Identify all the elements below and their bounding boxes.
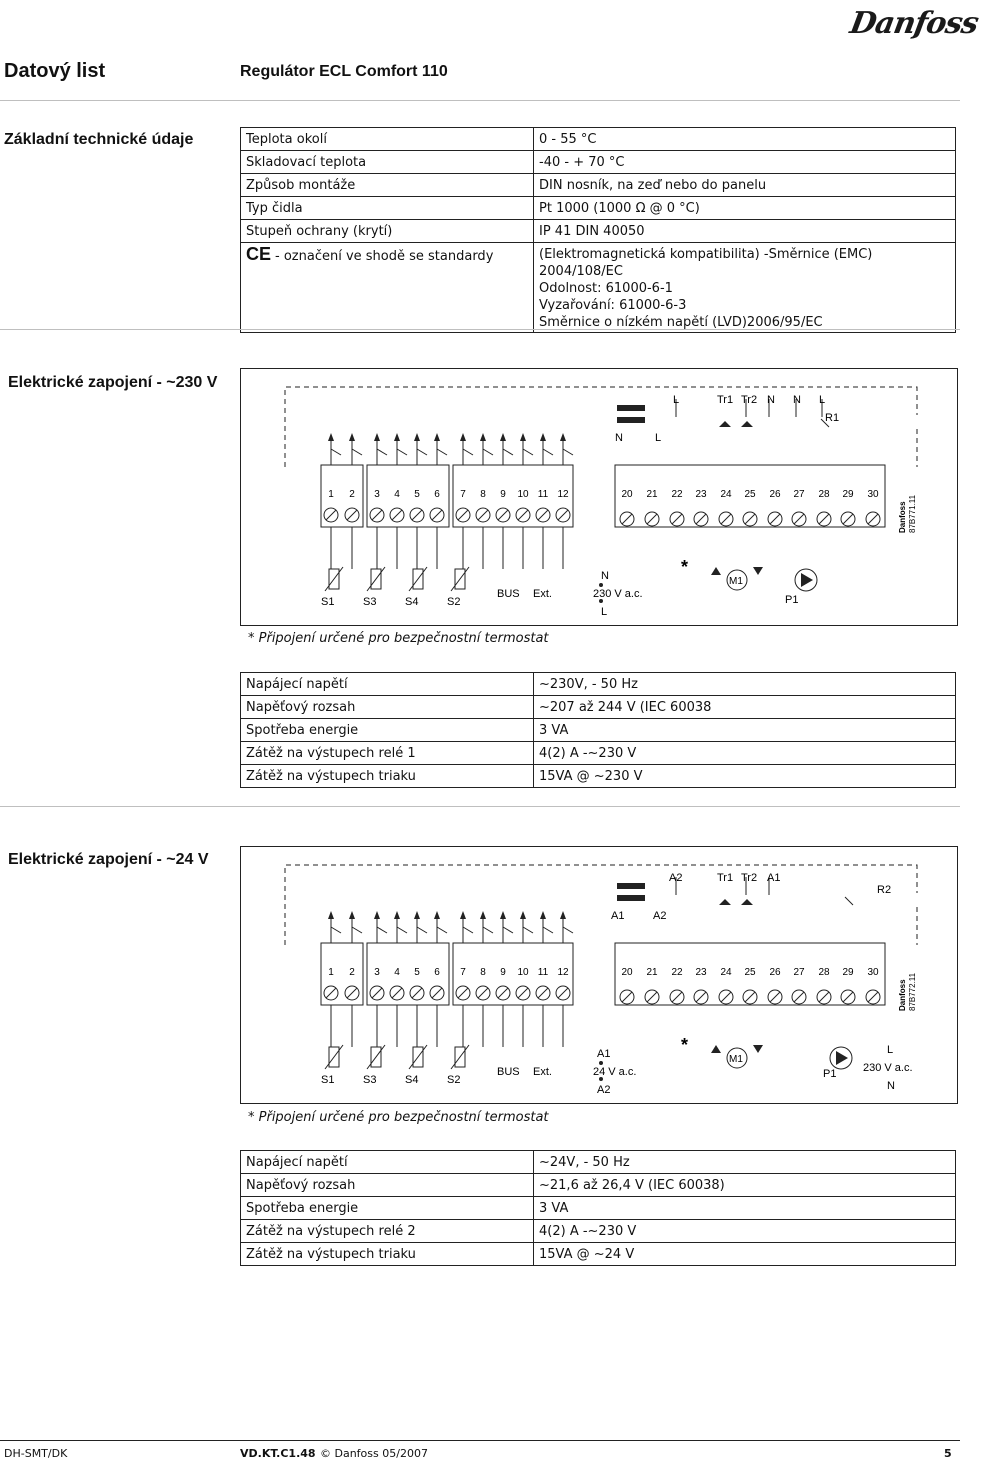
top-label: Tr2 — [741, 394, 758, 406]
arrow-up-icon — [500, 911, 506, 919]
wiring-24-title: Elektrické zapojení - ~24 V — [8, 851, 209, 868]
switch-line — [543, 927, 553, 933]
spec-value: 3 VA — [534, 719, 956, 742]
terminal-number: 11 — [537, 967, 549, 978]
danfoss-logo: Danfoss — [847, 6, 981, 41]
switch-line — [563, 449, 573, 455]
spec-label: Spotřeba energie — [241, 1197, 534, 1220]
sensor-label: S2 — [447, 1074, 461, 1086]
switch-line — [437, 927, 447, 933]
screw-slot — [794, 514, 804, 524]
table-row — [241, 174, 956, 197]
switch-line — [417, 927, 427, 933]
switch-line — [417, 449, 427, 455]
table-row — [241, 673, 956, 696]
screw-slot — [372, 510, 382, 520]
top-left-label: L — [655, 432, 662, 444]
sensor-label: S2 — [447, 596, 461, 608]
arrow-up-icon — [540, 911, 546, 919]
arrow-up-icon — [460, 911, 466, 919]
terminal-numbers — [328, 489, 879, 500]
screw-slot — [347, 510, 357, 520]
top-label: Tr1 — [717, 394, 734, 406]
terminal-number: 24 — [720, 967, 732, 978]
screw-slot — [538, 988, 548, 998]
spec-value: -40 - + 70 °C — [534, 151, 956, 174]
terminal-number: 1 — [328, 489, 334, 500]
terminal-number: 4 — [394, 489, 400, 500]
switch-line — [503, 927, 513, 933]
top-left-label: A2 — [653, 910, 667, 922]
sensor-label: S3 — [363, 596, 377, 608]
terminal-number: 10 — [517, 967, 529, 978]
terminal-number: 1 — [328, 967, 334, 978]
table-row — [241, 719, 956, 742]
terminal-number: 28 — [818, 967, 830, 978]
terminal-number: 8 — [480, 967, 486, 978]
sensor-slash — [451, 1045, 469, 1069]
switch-line — [523, 449, 533, 455]
arrow-up-icon — [349, 911, 355, 919]
sensor-label: S1 — [321, 596, 335, 608]
screw-slot — [326, 510, 336, 520]
arrow-up-icon — [414, 911, 420, 919]
arrow-up-icon — [480, 911, 486, 919]
footer-divider — [0, 1440, 960, 1441]
supply-bottom-label: L — [601, 606, 608, 618]
supply-label: 24 V a.c. — [593, 1066, 637, 1078]
switch-line — [503, 449, 513, 455]
terminal-number: 6 — [434, 967, 440, 978]
arrow-up-icon — [520, 433, 526, 441]
arrow-up-icon — [711, 1045, 721, 1053]
pump-supply-bottom-label: N — [887, 1080, 895, 1092]
terminal-number: 9 — [500, 489, 506, 500]
footer-left: DH-SMT/DK — [4, 1447, 68, 1460]
table-row — [241, 128, 956, 151]
sensor-slash — [451, 567, 469, 591]
spec-label: Zátěž na výstupech relé 2 — [241, 1220, 534, 1243]
screw-slot — [745, 514, 755, 524]
spec-value: 4(2) A -~230 V — [534, 742, 956, 765]
terminal-number: 23 — [695, 489, 707, 500]
terminal-number: 5 — [414, 489, 420, 500]
screw-slot — [458, 510, 468, 520]
wiring-diagram-24-svg — [241, 847, 957, 1103]
screw-slot — [696, 992, 706, 1002]
terminal-number: 20 — [621, 967, 633, 978]
terminal-number: 27 — [793, 967, 805, 978]
triac-icon — [719, 421, 753, 427]
arrow-up-icon — [394, 911, 400, 919]
terminal-number: 21 — [646, 967, 658, 978]
spec-label: Napěťový rozsah — [241, 696, 534, 719]
screw-slot — [745, 992, 755, 1002]
table-row — [241, 1220, 956, 1243]
supply-label: 230 V a.c. — [593, 588, 643, 600]
spec-label: Napěťový rozsah — [241, 1174, 534, 1197]
table-row — [241, 220, 956, 243]
sensor-icons — [321, 567, 469, 608]
wiring-230-title: Elektrické zapojení - ~230 V — [8, 374, 218, 391]
spec-value: ~21,6 až 26,4 V (IEC 60038) — [534, 1174, 956, 1197]
spec-label: Stupeň ochrany (krytí) — [241, 220, 534, 243]
motor-label: M1 — [729, 1054, 743, 1065]
table-row — [241, 1174, 956, 1197]
specs-24-table — [240, 1150, 956, 1266]
pump-supply-top-label: L — [887, 1044, 894, 1056]
screw-slot — [770, 514, 780, 524]
relay-label: R2 — [877, 884, 892, 896]
arrow-up-icon — [394, 433, 400, 441]
terminal-screws — [324, 986, 880, 1004]
spec-value: ~24V, - 50 Hz — [534, 1151, 956, 1174]
terminal-number: 2 — [349, 967, 355, 978]
sensor-slash — [325, 1045, 343, 1069]
spec-label: Teplota okolí — [241, 128, 534, 151]
terminal-number: 24 — [720, 489, 732, 500]
sensor-label: S1 — [321, 1074, 335, 1086]
spec-value: IP 41 DIN 40050 — [534, 220, 956, 243]
top-label: A1 — [767, 872, 781, 884]
spec-value: 15VA @ ~24 V — [534, 1243, 956, 1266]
sensor-label: S3 — [363, 1074, 377, 1086]
spec-label: Napájecí napětí — [241, 673, 534, 696]
spec-label: Zátěž na výstupech triaku — [241, 765, 534, 788]
supply-dot — [599, 1061, 603, 1065]
screw-slot — [498, 510, 508, 520]
ce-label: - označení ve shodě se standardy — [275, 249, 494, 264]
screw-slot — [696, 514, 706, 524]
ref-code: 87B771.11 — [908, 494, 917, 533]
specs-230-table — [240, 672, 956, 788]
switch-line — [463, 449, 473, 455]
spec-label: Zátěž na výstupech triaku — [241, 1243, 534, 1266]
terminal-number: 30 — [867, 489, 879, 500]
screw-slot — [392, 510, 402, 520]
terminal-number: 26 — [769, 967, 781, 978]
arrow-up-icon — [540, 433, 546, 441]
arrow-up-icon — [434, 433, 440, 441]
supply-top-label: N — [601, 570, 609, 582]
switch-line — [543, 449, 553, 455]
motor-label: M1 — [729, 576, 743, 587]
terminal-number: 6 — [434, 489, 440, 500]
terminal-number: 29 — [842, 489, 854, 500]
table-row — [241, 151, 956, 174]
switch-line — [331, 927, 341, 933]
sensor-slash — [409, 567, 427, 591]
doc-type-title: Datový list — [4, 60, 106, 82]
terminal-arrows — [328, 911, 573, 1047]
screw-slot — [622, 992, 632, 1002]
terminal-number: 2 — [349, 489, 355, 500]
fuse-icon — [617, 405, 645, 411]
top-label: L — [819, 394, 826, 406]
relay-label: R1 — [825, 412, 840, 424]
switch-line — [352, 449, 362, 455]
terminal-number: 20 — [621, 489, 633, 500]
screw-slot — [458, 988, 468, 998]
section-divider — [0, 329, 960, 330]
sensor-label: S4 — [405, 1074, 419, 1086]
screw-slot — [412, 510, 422, 520]
table-row — [241, 1151, 956, 1174]
ce-line: Vyzařování: 61000-6-3 — [539, 298, 687, 313]
switch-line — [352, 927, 362, 933]
ext-label: Ext. — [533, 588, 552, 600]
arrow-up-icon — [711, 567, 721, 575]
terminal-number: 26 — [769, 489, 781, 500]
terminal-number: 30 — [867, 967, 879, 978]
terminal-arrows — [328, 433, 573, 569]
screw-slot — [721, 514, 731, 524]
screw-slot — [672, 514, 682, 524]
basic-data-title: Základní technické údaje — [4, 131, 194, 148]
switch-line — [377, 449, 387, 455]
spec-value: 4(2) A -~230 V — [534, 1220, 956, 1243]
footnote-230: * Připojení určené pro bezpečnostní termostat — [248, 631, 549, 646]
top-left-label: N — [615, 432, 623, 444]
arrow-up-icon — [480, 433, 486, 441]
ce-line: Odolnost: 61000-6-1 — [539, 281, 673, 296]
ref-brand: Danfoss — [898, 979, 907, 1011]
footer-doc-code: VD.KT.C1.48 — [240, 1447, 316, 1460]
terminal-number: 9 — [500, 967, 506, 978]
screw-slot — [819, 514, 829, 524]
triac-icon — [719, 899, 753, 905]
table-row — [241, 1197, 956, 1220]
switch-line — [523, 927, 533, 933]
arrow-up-icon — [414, 433, 420, 441]
footer-copyright: © Danfoss 05/2007 — [320, 1447, 428, 1460]
screw-slot — [392, 988, 402, 998]
supply-top-label: A1 — [597, 1048, 611, 1060]
spec-value: 3 VA — [534, 1197, 956, 1220]
terminal-number: 7 — [460, 489, 466, 500]
spec-value: 15VA @ ~230 V — [534, 765, 956, 788]
terminal-number: 25 — [744, 967, 756, 978]
arrow-up-icon — [460, 433, 466, 441]
fuse-icon — [617, 883, 645, 889]
screw-slot — [478, 988, 488, 998]
arrow-up-icon — [328, 911, 334, 919]
switch-line — [397, 449, 407, 455]
wiring-diagram-230 — [240, 368, 958, 626]
switch-line — [331, 449, 341, 455]
screw-slot — [819, 992, 829, 1002]
arrow-up-icon — [560, 433, 566, 441]
screw-slot — [843, 992, 853, 1002]
terminal-number: 3 — [374, 967, 380, 978]
terminal-number: 8 — [480, 489, 486, 500]
terminal-number: 4 — [394, 967, 400, 978]
sensor-slash — [367, 567, 385, 591]
sensor-label: S4 — [405, 596, 419, 608]
star-marker: * — [681, 1035, 689, 1055]
terminal-block — [453, 943, 573, 1005]
terminal-number: 22 — [671, 489, 683, 500]
screw-slot — [518, 988, 528, 998]
terminal-number: 10 — [517, 489, 529, 500]
terminal-number: 23 — [695, 967, 707, 978]
dashed-frame — [285, 865, 917, 945]
arrow-up-icon — [374, 433, 380, 441]
pump-arrow-icon — [836, 1051, 848, 1065]
screw-slot — [868, 514, 878, 524]
terminal-number: 28 — [818, 489, 830, 500]
table-row — [241, 765, 956, 788]
spec-value: Pt 1000 (1000 Ω @ 0 °C) — [534, 197, 956, 220]
switch-line — [463, 927, 473, 933]
table-row — [241, 696, 956, 719]
sensor-icons — [321, 1045, 469, 1086]
pump-arrow-icon — [801, 573, 813, 587]
screw-slot — [498, 988, 508, 998]
screw-slot — [770, 992, 780, 1002]
screw-slot — [647, 992, 657, 1002]
screw-slot — [558, 510, 568, 520]
switch-line — [437, 449, 447, 455]
fuse-icon — [617, 895, 645, 901]
spec-value: 0 - 55 °C — [534, 128, 956, 151]
page-number: 5 — [944, 1447, 952, 1460]
terminal-number: 7 — [460, 967, 466, 978]
arrow-down-icon — [753, 567, 763, 575]
switch-line — [397, 927, 407, 933]
arrow-down-icon — [753, 1045, 763, 1053]
screw-slot — [721, 992, 731, 1002]
screw-slot — [432, 510, 442, 520]
spec-label: Typ čidla — [241, 197, 534, 220]
screw-slot — [672, 992, 682, 1002]
top-left-label: A1 — [611, 910, 625, 922]
screw-slot — [372, 988, 382, 998]
spec-label: Způsob montáže — [241, 174, 534, 197]
top-label: Tr2 — [741, 872, 758, 884]
screw-slot — [558, 988, 568, 998]
supply-bottom-label: A2 — [597, 1084, 611, 1096]
bus-label: BUS — [497, 1066, 520, 1078]
arrow-up-icon — [349, 433, 355, 441]
top-label: N — [767, 394, 775, 406]
arrow-up-icon — [328, 433, 334, 441]
table-row — [241, 243, 956, 333]
screw-slot — [843, 514, 853, 524]
table-row — [241, 197, 956, 220]
terminal-number: 22 — [671, 967, 683, 978]
ref-brand: Danfoss — [898, 501, 907, 533]
spec-label: Napájecí napětí — [241, 1151, 534, 1174]
switch-line — [563, 927, 573, 933]
spec-value: ~207 až 244 V (IEC 60038 — [534, 696, 956, 719]
terminal-block — [453, 465, 573, 527]
arrow-up-icon — [520, 911, 526, 919]
spec-label: Skladovací teplota — [241, 151, 534, 174]
ce-line: Směrnice o nízkém napětí (LVD)2006/95/EC — [539, 315, 823, 330]
top-label: L — [673, 394, 680, 406]
terminal-number: 27 — [793, 489, 805, 500]
section-divider — [0, 806, 960, 807]
arrow-up-icon — [500, 433, 506, 441]
switch-line — [483, 449, 493, 455]
screw-slot — [647, 514, 657, 524]
spec-label: Zátěž na výstupech relé 1 — [241, 742, 534, 765]
arrow-up-icon — [374, 911, 380, 919]
bus-label: BUS — [497, 588, 520, 600]
screw-slot — [622, 514, 632, 524]
star-marker: * — [681, 557, 689, 577]
terminal-screws — [324, 508, 880, 526]
ce-standards-cell — [534, 243, 956, 333]
sensor-slash — [325, 567, 343, 591]
terminal-numbers — [328, 967, 879, 978]
product-title: Regulátor ECL Comfort 110 — [240, 63, 448, 80]
spec-value: DIN nosník, na zeď nebo do panelu — [534, 174, 956, 197]
screw-slot — [794, 992, 804, 1002]
sensor-slash — [367, 1045, 385, 1069]
wiring-diagram-230-svg — [241, 369, 957, 625]
ce-line: (Elektromagnetická kompatibilita) -Směrnice (EMC) 2004/108/EC — [539, 247, 873, 279]
ce-label-cell — [241, 243, 534, 333]
switch-line — [483, 927, 493, 933]
terminal-number: 12 — [557, 489, 569, 500]
arrow-up-icon — [434, 911, 440, 919]
table-row — [241, 742, 956, 765]
top-label: N — [793, 394, 801, 406]
table-row — [241, 1243, 956, 1266]
pump-label: P1 — [823, 1068, 837, 1080]
terminal-number: 3 — [374, 489, 380, 500]
screw-slot — [326, 988, 336, 998]
terminal-number: 25 — [744, 489, 756, 500]
terminal-number: 12 — [557, 967, 569, 978]
sensor-slash — [409, 1045, 427, 1069]
screw-slot — [868, 992, 878, 1002]
screw-slot — [478, 510, 488, 520]
ext-label: Ext. — [533, 1066, 552, 1078]
spec-value: ~230V, - 50 Hz — [534, 673, 956, 696]
spec-label: Spotřeba energie — [241, 719, 534, 742]
terminal-number: 5 — [414, 967, 420, 978]
terminal-number: 29 — [842, 967, 854, 978]
header-divider — [0, 100, 960, 101]
fuse-icon — [617, 417, 645, 423]
screw-slot — [347, 988, 357, 998]
top-label: A2 — [669, 872, 683, 884]
pump-label: P1 — [785, 594, 799, 606]
basic-data-table — [240, 127, 956, 333]
terminal-number: 11 — [537, 489, 549, 500]
ce-mark-icon: CE — [246, 244, 272, 264]
pump-supply-label: 230 V a.c. — [863, 1062, 913, 1074]
relay-contact-icon — [845, 897, 853, 905]
screw-slot — [412, 988, 422, 998]
screw-slot — [518, 510, 528, 520]
terminal-number: 21 — [646, 489, 658, 500]
supply-dot — [599, 583, 603, 587]
screw-slot — [538, 510, 548, 520]
footnote-24: * Připojení určené pro bezpečnostní termostat — [248, 1110, 549, 1125]
switch-line — [377, 927, 387, 933]
ref-code: 87B772.11 — [908, 972, 917, 1011]
screw-slot — [432, 988, 442, 998]
arrow-up-icon — [560, 911, 566, 919]
wiring-diagram-24 — [240, 846, 958, 1104]
top-label: Tr1 — [717, 872, 734, 884]
